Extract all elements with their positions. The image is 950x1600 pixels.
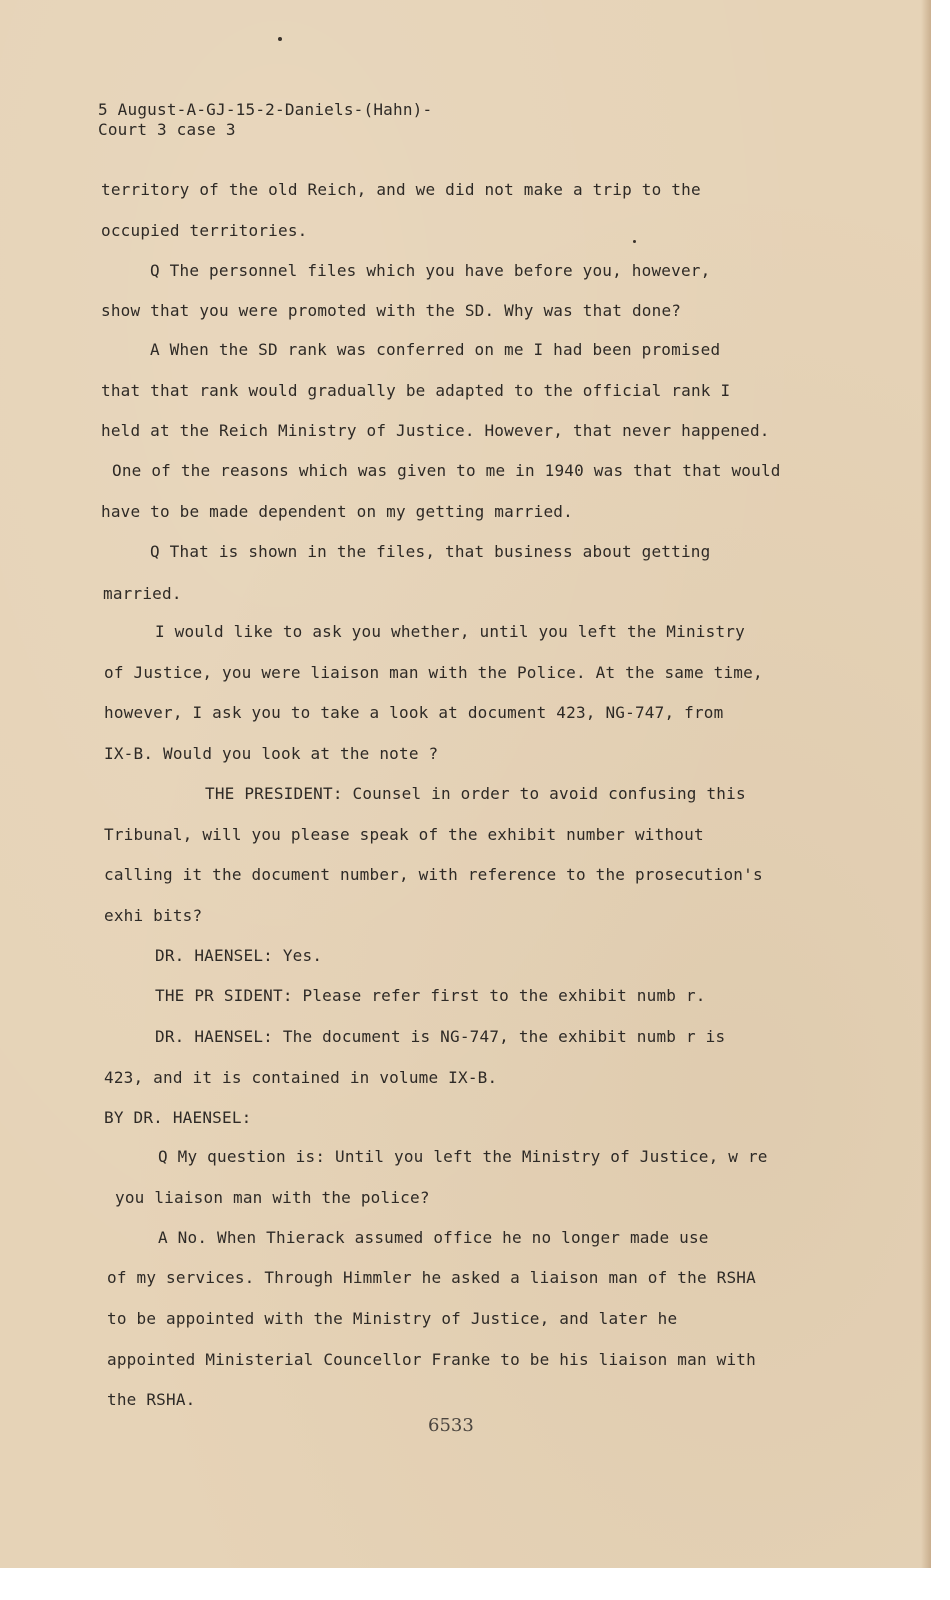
body-line: of my services. Through Himmler he asked a liaison man of the RSHA [107, 1268, 756, 1287]
body-line: you liaison man with the police? [115, 1188, 430, 1207]
body-line: THE PRESIDENT: Counsel in order to avoid confusing this [205, 784, 746, 803]
body-line: show that you were promoted with the SD. Why was that done? [101, 301, 682, 320]
body-line: Tribunal, will you please speak of the exhibit number without [104, 825, 704, 844]
body-line: exhi bits? [104, 906, 203, 925]
body-line: Q That is shown in the files, that business about getting [150, 542, 711, 561]
ink-speck [278, 37, 282, 41]
body-line: DR. HAENSEL: The document is NG-747, the exhibit numb r is [155, 1027, 726, 1046]
body-line: to be appointed with the Ministry of Justice, and later he [107, 1309, 678, 1328]
body-line: held at the Reich Ministry of Justice. However, that never happened. [101, 421, 770, 440]
body-line: occupied territories. [101, 221, 308, 240]
body-line: appointed Ministerial Councellor Franke to be his liaison man with [107, 1350, 756, 1369]
body-line: Q The personnel files which you have before you, however, [150, 261, 711, 280]
body-line: 423, and it is contained in volume IX-B. [104, 1068, 498, 1087]
body-line: calling it the document number, with reference to the prosecution's [104, 865, 763, 884]
body-line: A When the SD rank was conferred on me I had been promised [150, 340, 721, 359]
header-line-1: 5 August-A-GJ-15-2-Daniels-(Hahn)- [98, 100, 433, 119]
body-line: have to be made dependent on my getting married. [101, 502, 573, 521]
body-line: however, I ask you to take a look at document 423, NG-747, from [104, 703, 724, 722]
body-line: I would like to ask you whether, until you left the Ministry [155, 622, 745, 641]
body-line: that that rank would gradually be adapted to the official rank I [101, 381, 731, 400]
body-line: IX-B. Would you look at the note ? [104, 744, 439, 763]
body-line: the RSHA. [107, 1390, 196, 1409]
body-line: of Justice, you were liaison man with the Police. At the same time, [104, 663, 763, 682]
body-line: THE PR SIDENT: Please refer first to the exhibit numb r. [155, 986, 706, 1005]
body-line: married. [103, 584, 182, 603]
page-number: 6533 [428, 1415, 474, 1436]
page-edge-shadow [921, 0, 931, 1568]
ink-speck [633, 240, 636, 243]
body-line: One of the reasons which was given to me in 1940 was that that would [112, 461, 781, 480]
body-line: Q My question is: Until you left the Ministry of Justice, w re [158, 1147, 768, 1166]
header-line-2: Court 3 case 3 [98, 120, 236, 139]
body-line: A No. When Thierack assumed office he no longer made use [158, 1228, 709, 1247]
body-line: BY DR. HAENSEL: [104, 1108, 252, 1127]
body-line: DR. HAENSEL: Yes. [155, 946, 323, 965]
body-line: territory of the old Reich, and we did not make a trip to the [101, 180, 701, 199]
